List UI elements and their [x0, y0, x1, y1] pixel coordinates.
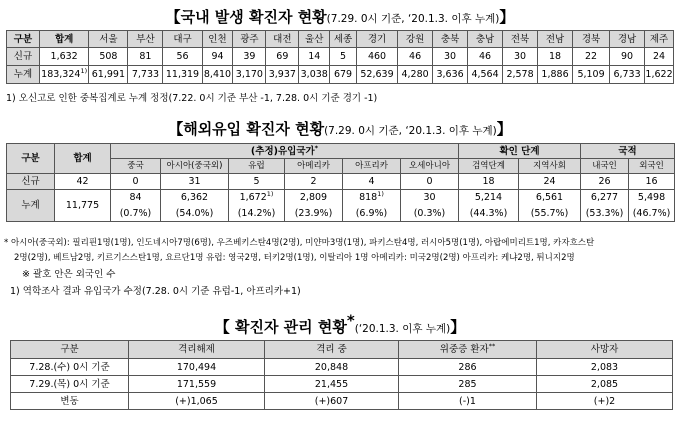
management-header-row	[11, 341, 673, 359]
col-header: 인천	[202, 31, 233, 48]
cell: 1,622	[645, 66, 674, 84]
cell: (53.3%)	[581, 206, 629, 222]
overseas-footnote: 1) 역학조사 결과 유입국가 수정(7.28. 0시 기준 유럽-1, 아프리카+1)	[10, 286, 301, 297]
cell: 26	[581, 174, 629, 190]
cell: 30	[433, 48, 468, 66]
cell: 56	[163, 48, 202, 66]
cell: 6,561	[519, 190, 581, 206]
overseas-note-parenthesis: ※ 괄호 안은 외국인 수	[22, 269, 116, 280]
col-header: 전남	[538, 31, 573, 48]
sub-header: 아메리카	[285, 159, 343, 174]
col-header: 사망자	[537, 341, 673, 359]
cell: 42	[55, 174, 111, 190]
cell: 6,362	[161, 190, 229, 206]
cell: 5,109	[573, 66, 610, 84]
cell: 679	[330, 66, 357, 84]
cell: 31	[161, 174, 229, 190]
col-header: 대전	[266, 31, 299, 48]
cell: 286	[399, 359, 537, 376]
col-header: 구분	[7, 144, 55, 174]
cell: (6.9%)	[343, 206, 401, 222]
col-header: 전북	[503, 31, 538, 48]
col-header: 격리 중	[265, 341, 399, 359]
table-row	[7, 174, 675, 190]
row-label: 누계	[7, 66, 40, 84]
cell: 1,886	[538, 66, 573, 84]
cell: 30	[503, 48, 538, 66]
sub-header: 아시아(중국외)	[161, 159, 229, 174]
domestic-footnote: 1) 오신고로 인한 중복집계로 누계 정정(7.22. 0시 기준 부산 -1, 7.28. 0시 기준 경기 -1)	[6, 93, 378, 104]
cell: 81	[128, 48, 163, 66]
overseas-title: 【해외유입 확진자 현황(7.29. 0시 기준, ‘20.1.3. 이후 누계)】	[168, 120, 512, 138]
overseas-header-row	[7, 144, 675, 159]
col-header: 제주	[645, 31, 674, 48]
cell: 16	[629, 174, 675, 190]
cell: 52,639	[356, 66, 397, 84]
col-header: 부산	[128, 31, 163, 48]
cell: (+)607	[265, 393, 399, 410]
cell: 4,280	[398, 66, 433, 84]
cell: (+)1,065	[129, 393, 265, 410]
cell: 5,214	[459, 190, 519, 206]
cell: 285	[399, 376, 537, 393]
cell: 46	[398, 48, 433, 66]
management-table	[10, 340, 673, 410]
col-header: 서울	[89, 31, 128, 48]
cell: 7,733	[128, 66, 163, 84]
cell: (-)1	[399, 393, 537, 410]
cell: 818$^{1)}$	[343, 190, 401, 206]
table-row	[7, 190, 675, 206]
cell: (+)2	[537, 393, 673, 410]
cell: 0	[401, 174, 459, 190]
cell: 171,559	[129, 376, 265, 393]
cell: 18	[538, 48, 573, 66]
domestic-title: 【국내 발생 확진자 현황(7.29. 0시 기준, ‘20.1.3. 이후 누계)】	[165, 8, 515, 26]
cell: 3,170	[233, 66, 266, 84]
sub-header: 유럽	[229, 159, 285, 174]
cell: 5,498	[629, 190, 675, 206]
cell: 6,733	[610, 66, 645, 84]
cell: (0.7%)	[111, 206, 161, 222]
col-header: 경북	[573, 31, 610, 48]
col-header: 위중증 환자**	[399, 341, 537, 359]
cell: (0.3%)	[401, 206, 459, 222]
overseas-note-asia-cont: 2명(2명), 베트남2명, 키르기스스탄1명, 요르단1명 유럽: 영국2명, 터키2명(1명), 이탈리아 1명 아메리카: 미국2명(2명) 아프리카: 케냐2명, 튀니지2명	[14, 253, 575, 263]
overseas-table	[6, 143, 675, 222]
cell: 69	[266, 48, 299, 66]
row-label: 누계	[7, 190, 55, 222]
overseas-note-asia: * 아시아(중국외): 필리핀1명(1명), 인도네시아7명(6명), 우즈베키스탄4명(2명), 미얀마3명(1명), 파키스탄4명, 러시아5명(1명), 아랍에미리트1명, 카자흐스탄	[4, 238, 595, 248]
cell: (46.7%)	[629, 206, 675, 222]
sub-header: 검역단계	[459, 159, 519, 174]
cell: 508	[89, 48, 128, 66]
cell: 4,564	[468, 66, 503, 84]
col-header: 충북	[433, 31, 468, 48]
cell: 5	[330, 48, 357, 66]
cell: 24	[645, 48, 674, 66]
management-title: 【 확진자 관리 현황*(‘20.1.3. 이후 누계)】	[214, 311, 466, 336]
col-header: 확인 단계	[459, 144, 581, 159]
cell: 0	[111, 174, 161, 190]
row-label: 변동	[11, 393, 129, 410]
col-header: 경기	[356, 31, 397, 48]
table-row	[7, 66, 674, 84]
cell: 20,848	[265, 359, 399, 376]
sub-header: 외국인	[629, 159, 675, 174]
col-header: 구분	[11, 341, 129, 359]
cell: 22	[573, 48, 610, 66]
col-header: 충남	[468, 31, 503, 48]
sub-header: 오세아니아	[401, 159, 459, 174]
row-label: 신규	[7, 48, 40, 66]
row-label: 7.28.(수) 0시 기준	[11, 359, 129, 376]
cell: 11,775	[55, 190, 111, 222]
col-header: 격리해제	[129, 341, 265, 359]
cell: (14.2%)	[229, 206, 285, 222]
cell: 14	[299, 48, 330, 66]
table-row	[11, 376, 673, 393]
cell: 39	[233, 48, 266, 66]
cell: 21,455	[265, 376, 399, 393]
cell: 90	[610, 48, 645, 66]
cell: 1,632	[39, 48, 88, 66]
cell: 2,578	[503, 66, 538, 84]
cell: 2,085	[537, 376, 673, 393]
col-header: 구분	[7, 31, 40, 48]
table-row	[11, 359, 673, 376]
cell: 460	[356, 48, 397, 66]
cell: 4	[343, 174, 401, 190]
col-header: 경남	[610, 31, 645, 48]
col-header: 세종	[330, 31, 357, 48]
col-header: 합계	[55, 144, 111, 174]
row-label: 신규	[7, 174, 55, 190]
sub-header: 지역사회	[519, 159, 581, 174]
cell: 8,410	[202, 66, 233, 84]
cell: 183,324$^{1)}$	[39, 66, 88, 84]
cell: 24	[519, 174, 581, 190]
cell: 3,636	[433, 66, 468, 84]
cell: (55.7%)	[519, 206, 581, 222]
cell: 3,937	[266, 66, 299, 84]
footnote-marker: 1)	[80, 66, 88, 75]
col-header: 국적	[581, 144, 675, 159]
cell: 2	[285, 174, 343, 190]
cell: 6,277	[581, 190, 629, 206]
row-label: 7.29.(목) 0시 기준	[11, 376, 129, 393]
cell: 94	[202, 48, 233, 66]
col-header: 강원	[398, 31, 433, 48]
sub-header: 중국	[111, 159, 161, 174]
cell: (23.9%)	[285, 206, 343, 222]
cell: 2,809	[285, 190, 343, 206]
col-header: 울산	[299, 31, 330, 48]
sub-header: 아프리카	[343, 159, 401, 174]
col-header: (추정)유입국가*	[111, 144, 459, 159]
table-row	[11, 393, 673, 410]
table-row	[7, 48, 674, 66]
domestic-table	[6, 30, 674, 84]
col-header: 합계	[39, 31, 88, 48]
cell: 46	[468, 48, 503, 66]
col-header: 광주	[233, 31, 266, 48]
cell: 18	[459, 174, 519, 190]
cell: 3,038	[299, 66, 330, 84]
cell: 170,494	[129, 359, 265, 376]
cell: (54.0%)	[161, 206, 229, 222]
cell: 61,991	[89, 66, 128, 84]
domestic-header-row	[7, 31, 674, 48]
cell: 5	[229, 174, 285, 190]
cell: (44.3%)	[459, 206, 519, 222]
cell: 30	[401, 190, 459, 206]
sub-header: 내국인	[581, 159, 629, 174]
cell: 84	[111, 190, 161, 206]
col-header: 대구	[163, 31, 202, 48]
cell: 2,083	[537, 359, 673, 376]
cell: 1,672$^{1)}$	[229, 190, 285, 206]
cell: 11,319	[163, 66, 202, 84]
